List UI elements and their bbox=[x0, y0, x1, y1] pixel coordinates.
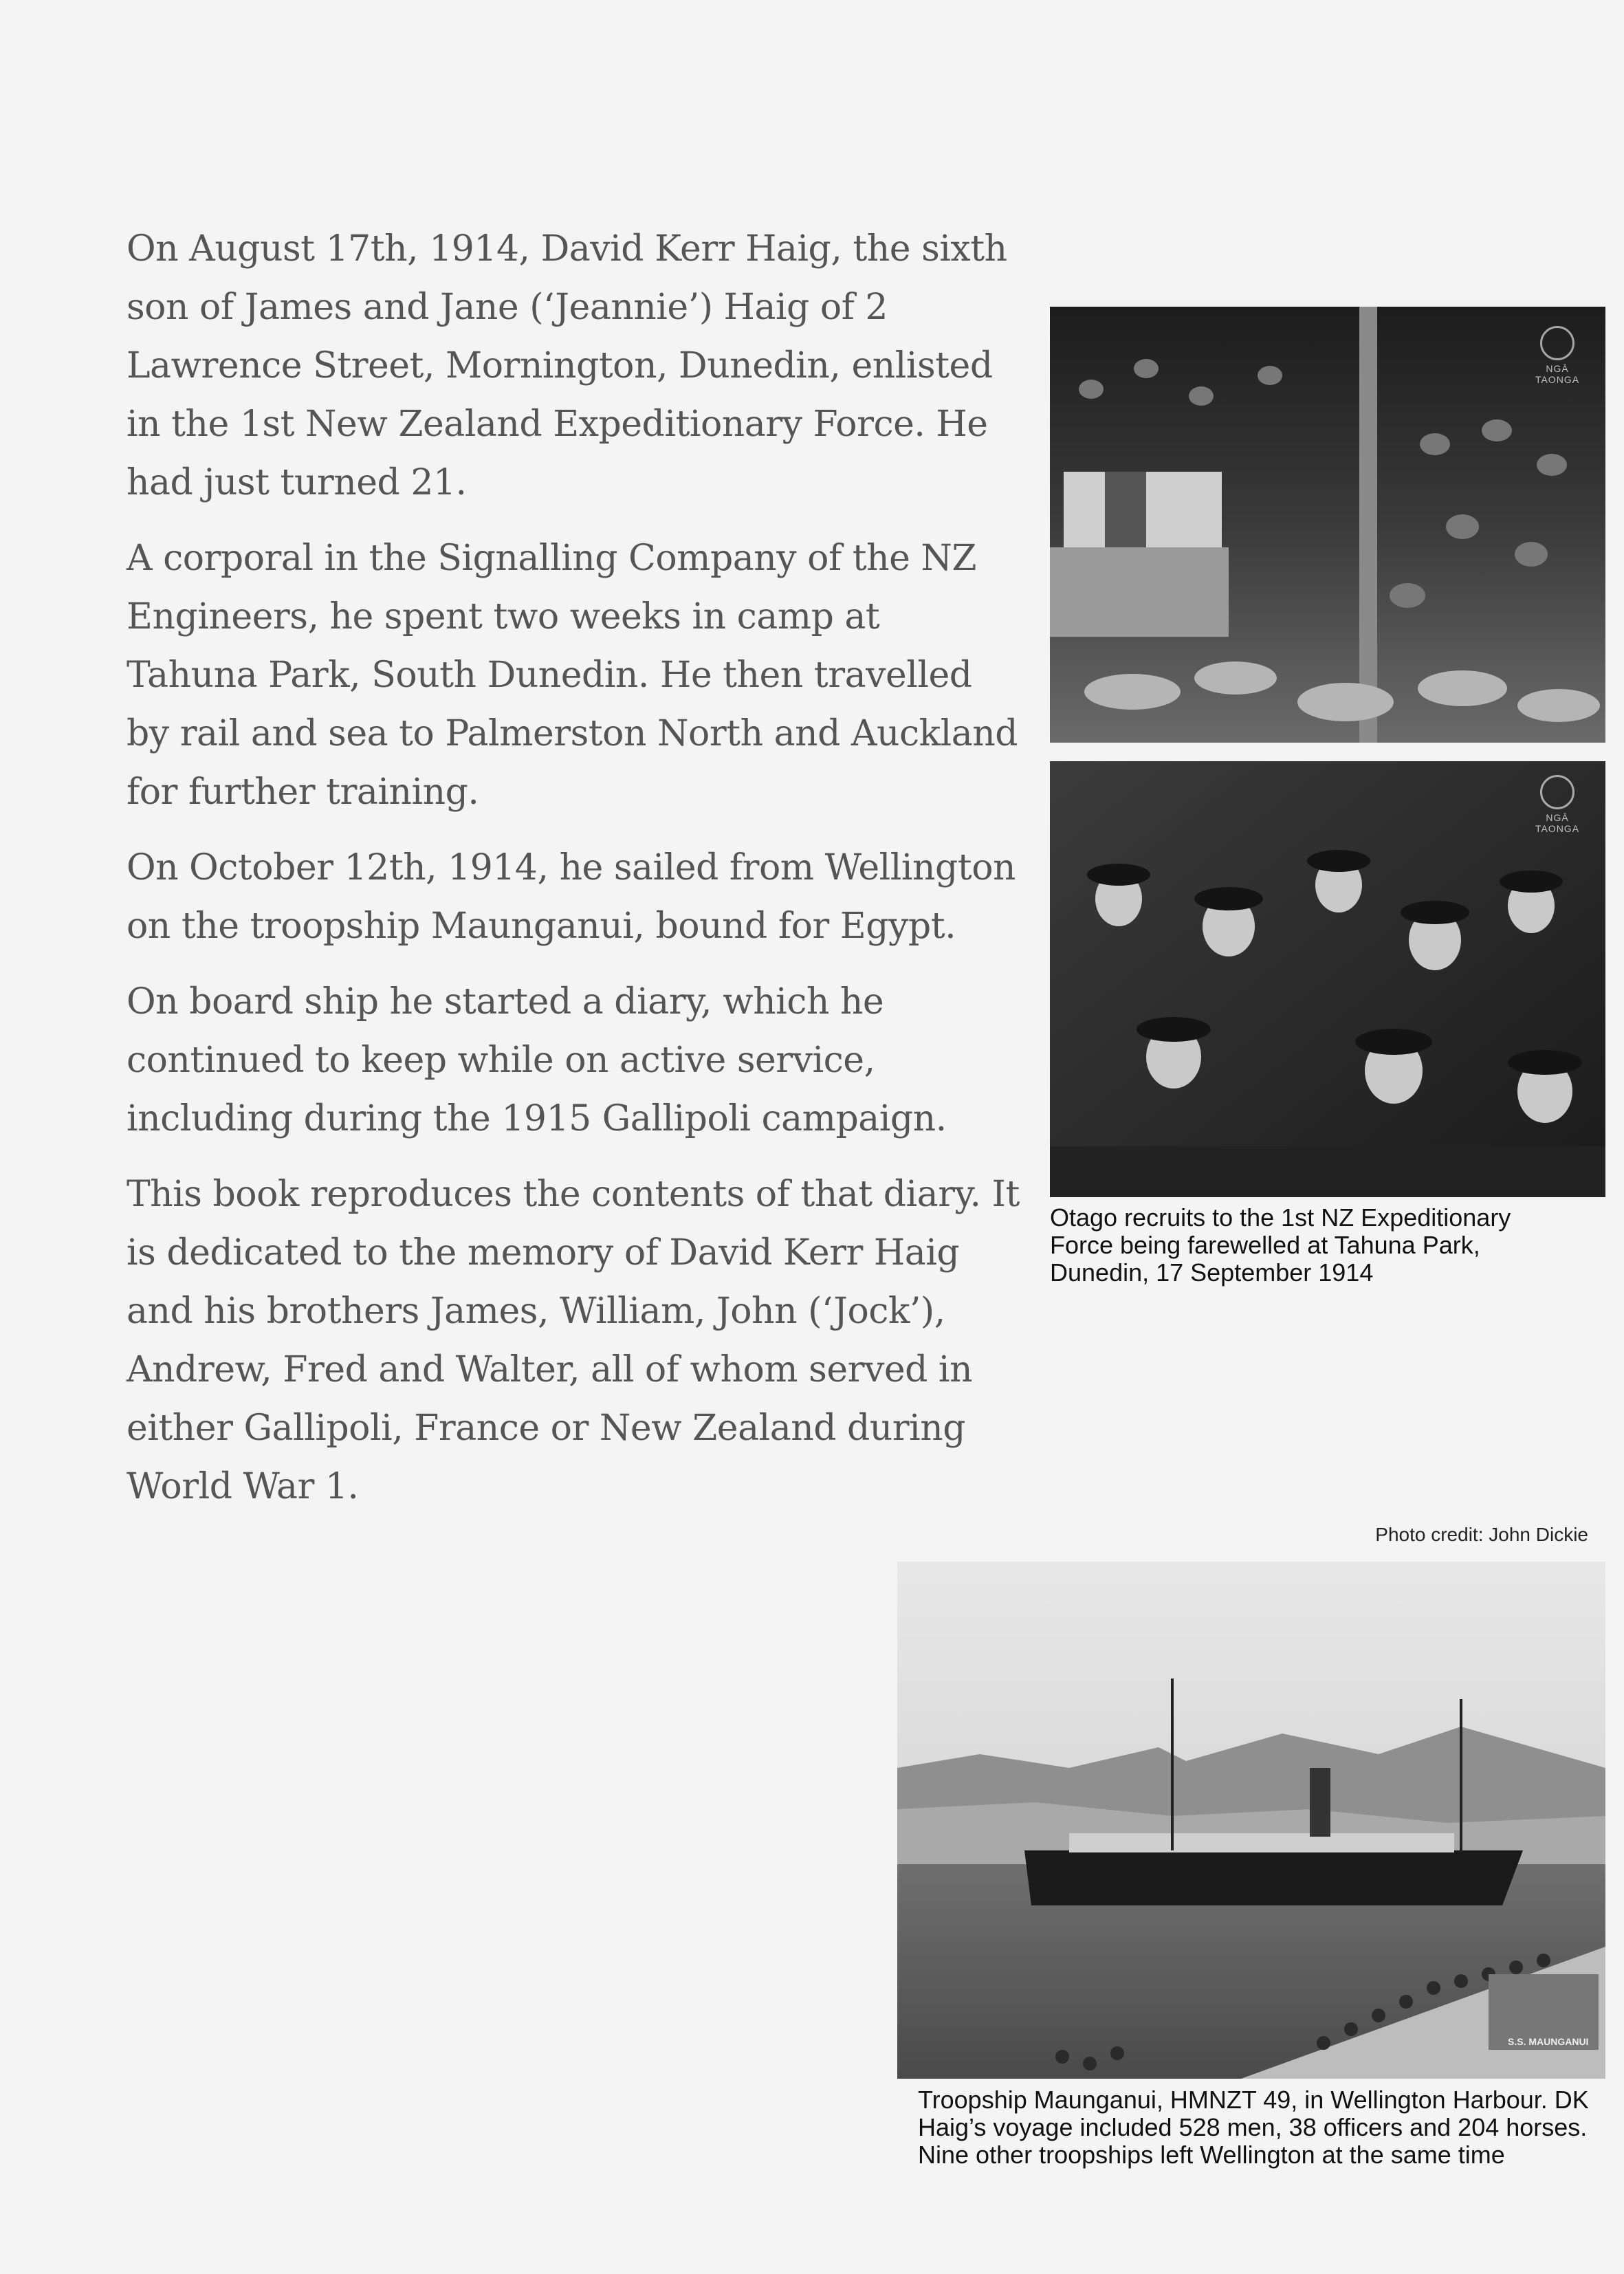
watermark-logo: NGĀ TAONGA bbox=[1523, 775, 1592, 834]
ship-name-sign: S.S. MAUNGANUI bbox=[1508, 2036, 1589, 2047]
photo-credit: Photo credit: John Dickie bbox=[1375, 1524, 1588, 1545]
paragraph-4: On board ship he started a diary, which he continued to keep while on active service, including during the 1915 Gallipoli campaign. bbox=[127, 981, 947, 1139]
watermark-logo: NGĀ TAONGA bbox=[1523, 326, 1592, 385]
soldiers-photo bbox=[1050, 761, 1605, 1197]
eye-icon bbox=[1540, 326, 1574, 360]
crowd-photo-caption: Otago recruits to the 1st NZ Expeditionary Force being farewelled at Tahuna Park, Dunedin, 17 September 1914 bbox=[1050, 1203, 1511, 1287]
paragraph-5: This book reproduces the contents of that diary. It is dedicated to the memory of David Kerr Haig and his brothers James, William, John (‘Jock’), Andrew, Fred and Walter, all of whom served in either Gallipoli, France or New Zealand during World War 1. bbox=[127, 1174, 1020, 1507]
troopship-photo-caption: Troopship Maunganui, HMNZT 49, in Wellington Harbour. DK Haig’s voyage included 528 men, 38 officers and 204 horses. Nine other troopships left Wellington at the same time bbox=[918, 2086, 1589, 2169]
paragraph-3: On October 12th, 1914, he sailed from Wellington on the troopship Maunganui, bound for Egypt. bbox=[127, 847, 1016, 947]
paragraph-2: A corporal in the Signalling Company of the NZ Engineers, he spent two weeks in camp at Tahuna Park, South Dunedin. He then travelled by rail and sea to Palmerston North and Auckland for further training. bbox=[127, 538, 1018, 813]
body-text bbox=[127, 220, 1020, 1533]
eye-icon bbox=[1540, 775, 1574, 809]
crowd-photo bbox=[1050, 307, 1605, 743]
paragraph-1: On August 17th, 1914, David Kerr Haig, the sixth son of James and Jane (‘Jeannie’) Haig of 2 Lawrence Street, Mornington, Dunedin, enlisted in the 1st New Zealand Expeditionary Force. He had just turned 21. bbox=[127, 228, 1007, 503]
troopship-photo bbox=[897, 1562, 1605, 2079]
